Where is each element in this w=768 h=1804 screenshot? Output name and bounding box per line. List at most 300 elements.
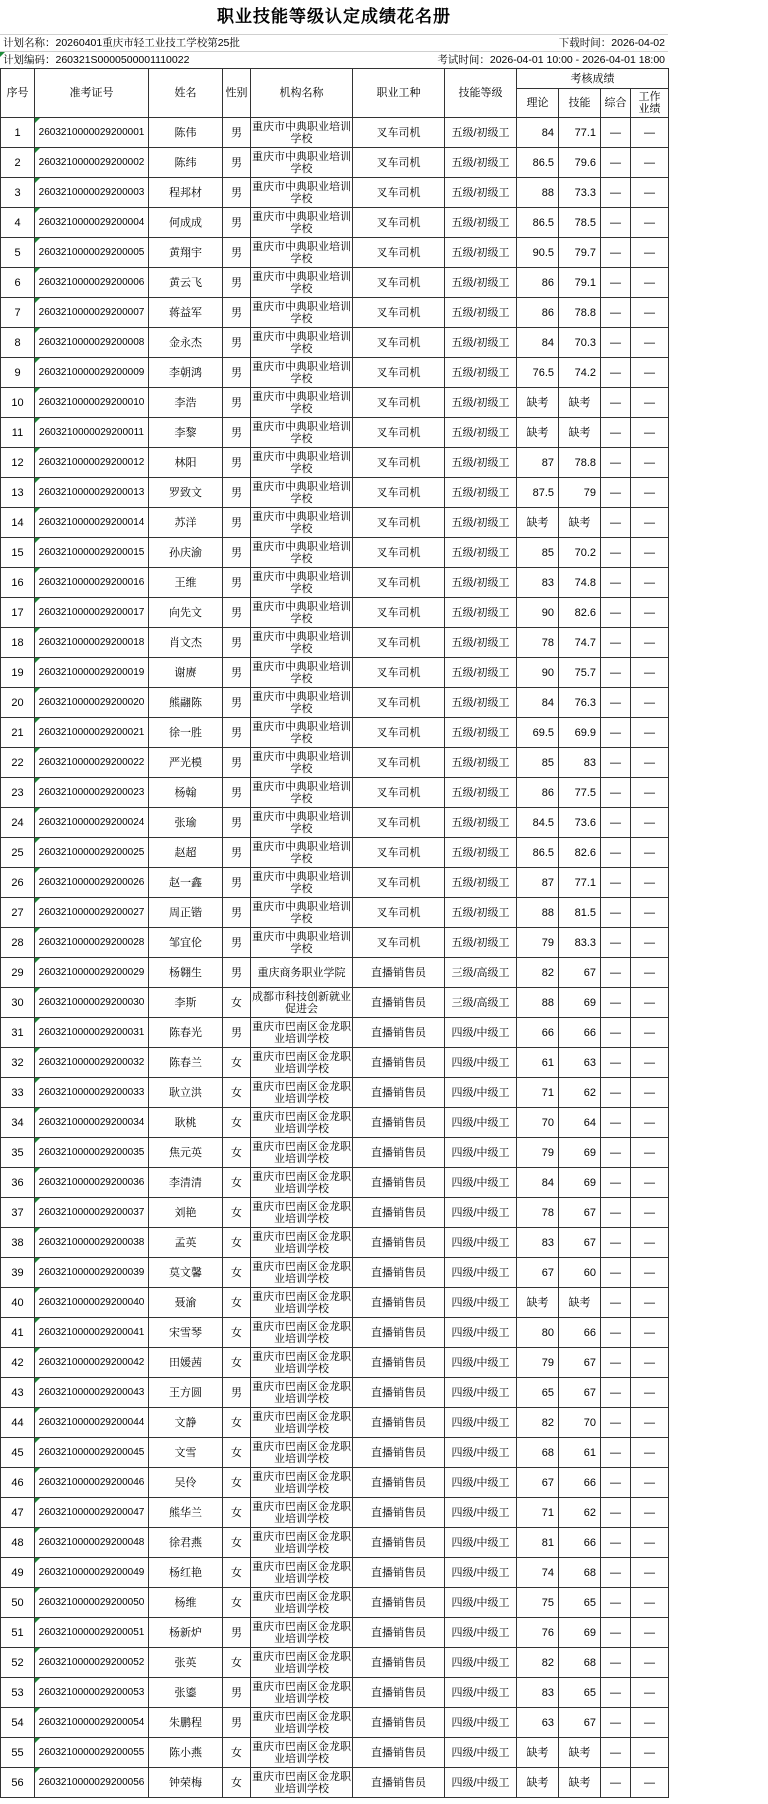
cell-theory: 75 [517, 1588, 559, 1618]
cell-org: 重庆市中典职业培训学校 [251, 688, 353, 718]
cell-theory: 82 [517, 1648, 559, 1678]
table-row [1, 1198, 669, 1228]
cell-theory: 79 [517, 1348, 559, 1378]
cell-composite: — [601, 448, 631, 478]
cell-composite: — [601, 988, 631, 1018]
cell-theory: 87.5 [517, 478, 559, 508]
cell-job: 直播销售员 [353, 1708, 445, 1738]
cell-theory: 78 [517, 628, 559, 658]
cell-id: 2603210000029200038 [35, 1228, 149, 1258]
cell-name: 张鎏 [149, 1678, 223, 1708]
table-row [1, 1138, 669, 1168]
cell-performance: — [631, 388, 669, 418]
cell-theory: 84 [517, 328, 559, 358]
cell-composite: — [601, 388, 631, 418]
cell-theory: 85 [517, 538, 559, 568]
cell-skill: 70 [559, 1408, 601, 1438]
cell-skill: 缺考 [559, 1768, 601, 1798]
cell-id: 2603210000029200031 [35, 1018, 149, 1048]
cell-level: 五级/初级工 [445, 418, 517, 448]
cell-no: 42 [1, 1348, 35, 1378]
cell-theory: 79 [517, 928, 559, 958]
cell-job: 叉车司机 [353, 478, 445, 508]
header-org: 机构名称 [251, 69, 353, 118]
cell-org: 重庆市中典职业培训学校 [251, 208, 353, 238]
table-row [1, 538, 669, 568]
table-row [1, 1738, 669, 1768]
cell-skill: 66 [559, 1018, 601, 1048]
cell-skill: 77.5 [559, 778, 601, 808]
cell-name: 赵一鑫 [149, 868, 223, 898]
cell-no: 44 [1, 1408, 35, 1438]
cell-org: 重庆市巴南区金龙职业培训学校 [251, 1348, 353, 1378]
cell-performance: — [631, 598, 669, 628]
cell-performance: — [631, 958, 669, 988]
cell-gender: 女 [223, 1228, 251, 1258]
cell-no: 21 [1, 718, 35, 748]
cell-skill: 68 [559, 1558, 601, 1588]
cell-level: 四级/中级工 [445, 1768, 517, 1798]
cell-skill: 61 [559, 1438, 601, 1468]
cell-skill: 74.8 [559, 568, 601, 598]
cell-theory: 71 [517, 1078, 559, 1108]
cell-skill: 83.3 [559, 928, 601, 958]
cell-skill: 63 [559, 1048, 601, 1078]
cell-no: 41 [1, 1318, 35, 1348]
cell-job: 直播销售员 [353, 1018, 445, 1048]
cell-level: 四级/中级工 [445, 1318, 517, 1348]
cell-no: 16 [1, 568, 35, 598]
cell-performance: — [631, 1648, 669, 1678]
cell-no: 50 [1, 1588, 35, 1618]
cell-name: 陈春光 [149, 1018, 223, 1048]
cell-performance: — [631, 808, 669, 838]
cell-no: 29 [1, 958, 35, 988]
cell-job: 叉车司机 [353, 868, 445, 898]
cell-gender: 女 [223, 1168, 251, 1198]
cell-level: 四级/中级工 [445, 1288, 517, 1318]
table-row [1, 1528, 669, 1558]
cell-performance: — [631, 1708, 669, 1738]
cell-id: 2603210000029200002 [35, 148, 149, 178]
cell-id: 2603210000029200005 [35, 238, 149, 268]
cell-composite: — [601, 748, 631, 778]
cell-composite: — [601, 598, 631, 628]
cell-id: 2603210000029200036 [35, 1168, 149, 1198]
cell-performance: — [631, 778, 669, 808]
cell-gender: 女 [223, 1648, 251, 1678]
header-id: 准考证号 [35, 69, 149, 118]
cell-org: 重庆商务职业学院 [251, 958, 353, 988]
cell-org: 重庆市中典职业培训学校 [251, 538, 353, 568]
cell-performance: — [631, 1168, 669, 1198]
cell-org: 重庆市中典职业培训学校 [251, 598, 353, 628]
cell-performance: — [631, 328, 669, 358]
cell-skill: 67 [559, 1198, 601, 1228]
header-scores: 考核成绩 [517, 69, 669, 89]
cell-performance: — [631, 1378, 669, 1408]
cell-level: 五级/初级工 [445, 208, 517, 238]
table-row [1, 1288, 669, 1318]
cell-name: 苏洋 [149, 508, 223, 538]
table-row [1, 388, 669, 418]
cell-composite: — [601, 1078, 631, 1108]
cell-job: 直播销售员 [353, 1648, 445, 1678]
cell-job: 直播销售员 [353, 1348, 445, 1378]
cell-id: 2603210000029200026 [35, 868, 149, 898]
cell-level: 四级/中级工 [445, 1678, 517, 1708]
cell-gender: 男 [223, 418, 251, 448]
cell-gender: 男 [223, 508, 251, 538]
table-row [1, 718, 669, 748]
cell-skill: 73.3 [559, 178, 601, 208]
cell-gender: 男 [223, 1018, 251, 1048]
table-row [1, 1348, 669, 1378]
cell-job: 直播销售员 [353, 1048, 445, 1078]
cell-org: 重庆市中典职业培训学校 [251, 928, 353, 958]
cell-org: 重庆市中典职业培训学校 [251, 358, 353, 388]
cell-gender: 女 [223, 1738, 251, 1768]
cell-job: 直播销售员 [353, 1108, 445, 1138]
cell-id: 2603210000029200041 [35, 1318, 149, 1348]
cell-performance: — [631, 118, 669, 148]
cell-level: 五级/初级工 [445, 778, 517, 808]
cell-no: 40 [1, 1288, 35, 1318]
cell-level: 四级/中级工 [445, 1138, 517, 1168]
plan-name-text: 计划名称：20260401重庆市轻工业技工学校第25批 [3, 37, 240, 49]
cell-composite: — [601, 358, 631, 388]
cell-gender: 女 [223, 1288, 251, 1318]
cell-level: 五级/初级工 [445, 808, 517, 838]
cell-skill: 81.5 [559, 898, 601, 928]
cell-id: 2603210000029200045 [35, 1438, 149, 1468]
cell-name: 林阳 [149, 448, 223, 478]
table-row [1, 1048, 669, 1078]
cell-name: 张瑜 [149, 808, 223, 838]
cell-name: 谢赓 [149, 658, 223, 688]
cell-org: 重庆市巴南区金龙职业培训学校 [251, 1588, 353, 1618]
cell-composite: — [601, 928, 631, 958]
cell-job: 直播销售员 [353, 958, 445, 988]
cell-composite: — [601, 268, 631, 298]
table-row [1, 208, 669, 238]
cell-theory: 78 [517, 1198, 559, 1228]
page-title: 职业技能等级认定成绩花名册 [217, 7, 451, 26]
cell-org: 重庆市巴南区金龙职业培训学校 [251, 1678, 353, 1708]
cell-name: 焦元英 [149, 1138, 223, 1168]
cell-org: 重庆市巴南区金龙职业培训学校 [251, 1438, 353, 1468]
cell-id: 2603210000029200012 [35, 448, 149, 478]
cell-performance: — [631, 508, 669, 538]
cell-id: 2603210000029200022 [35, 748, 149, 778]
cell-job: 叉车司机 [353, 568, 445, 598]
cell-id: 2603210000029200033 [35, 1078, 149, 1108]
cell-theory: 76 [517, 1618, 559, 1648]
cell-id: 2603210000029200011 [35, 418, 149, 448]
cell-id: 2603210000029200050 [35, 1588, 149, 1618]
cell-name: 黄翔宇 [149, 238, 223, 268]
cell-org: 重庆市巴南区金龙职业培训学校 [251, 1648, 353, 1678]
cell-skill: 83 [559, 748, 601, 778]
cell-level: 四级/中级工 [445, 1648, 517, 1678]
table-row [1, 688, 669, 718]
cell-theory: 81 [517, 1528, 559, 1558]
cell-job: 直播销售员 [353, 1228, 445, 1258]
cell-gender: 男 [223, 298, 251, 328]
cell-gender: 男 [223, 148, 251, 178]
cell-theory: 86.5 [517, 838, 559, 868]
cell-no: 51 [1, 1618, 35, 1648]
cell-theory: 83 [517, 568, 559, 598]
cell-org: 重庆市巴南区金龙职业培训学校 [251, 1318, 353, 1348]
cell-id: 2603210000029200008 [35, 328, 149, 358]
cell-performance: — [631, 688, 669, 718]
cell-performance: — [631, 1468, 669, 1498]
cell-theory: 86.5 [517, 148, 559, 178]
table-row [1, 238, 669, 268]
cell-id: 2603210000029200029 [35, 958, 149, 988]
cell-skill: 79.6 [559, 148, 601, 178]
cell-theory: 86 [517, 778, 559, 808]
cell-theory: 87 [517, 868, 559, 898]
cell-gender: 男 [223, 958, 251, 988]
cell-name: 杨新炉 [149, 1618, 223, 1648]
cell-org: 重庆市中典职业培训学校 [251, 448, 353, 478]
cell-id: 2603210000029200043 [35, 1378, 149, 1408]
cell-name: 陈伟 [149, 118, 223, 148]
text-indicator-icon [0, 52, 5, 57]
cell-composite: — [601, 1288, 631, 1318]
cell-id: 2603210000029200007 [35, 298, 149, 328]
cell-id: 2603210000029200003 [35, 178, 149, 208]
cell-org: 重庆市巴南区金龙职业培训学校 [251, 1468, 353, 1498]
table-row [1, 1468, 669, 1498]
cell-composite: — [601, 1348, 631, 1378]
cell-gender: 男 [223, 928, 251, 958]
cell-skill: 73.6 [559, 808, 601, 838]
cell-org: 重庆市巴南区金龙职业培训学校 [251, 1528, 353, 1558]
cell-job: 直播销售员 [353, 1678, 445, 1708]
cell-theory: 83 [517, 1228, 559, 1258]
cell-gender: 女 [223, 1438, 251, 1468]
cell-composite: — [601, 1018, 631, 1048]
cell-no: 4 [1, 208, 35, 238]
cell-job: 叉车司机 [353, 298, 445, 328]
cell-job: 直播销售员 [353, 1498, 445, 1528]
cell-theory: 缺考 [517, 388, 559, 418]
cell-id: 2603210000029200024 [35, 808, 149, 838]
cell-level: 四级/中级工 [445, 1348, 517, 1378]
cell-name: 徐君燕 [149, 1528, 223, 1558]
cell-composite: — [601, 688, 631, 718]
cell-theory: 90 [517, 658, 559, 688]
cell-performance: — [631, 298, 669, 328]
cell-id: 2603210000029200040 [35, 1288, 149, 1318]
cell-theory: 74 [517, 1558, 559, 1588]
table-row [1, 808, 669, 838]
cell-name: 杨红艳 [149, 1558, 223, 1588]
cell-level: 五级/初级工 [445, 118, 517, 148]
cell-composite: — [601, 1498, 631, 1528]
cell-gender: 男 [223, 178, 251, 208]
header-skill: 技能 [559, 89, 601, 118]
cell-id: 2603210000029200027 [35, 898, 149, 928]
cell-name: 耿桃 [149, 1108, 223, 1138]
cell-skill: 69 [559, 1138, 601, 1168]
cell-no: 43 [1, 1378, 35, 1408]
table-body [1, 118, 669, 1798]
cell-level: 五级/初级工 [445, 238, 517, 268]
table-row [1, 1258, 669, 1288]
cell-performance: — [631, 178, 669, 208]
cell-org: 重庆市巴南区金龙职业培训学校 [251, 1618, 353, 1648]
cell-no: 31 [1, 1018, 35, 1048]
cell-name: 张英 [149, 1648, 223, 1678]
cell-performance: — [631, 1738, 669, 1768]
cell-gender: 男 [223, 238, 251, 268]
cell-job: 直播销售员 [353, 1468, 445, 1498]
cell-level: 五级/初级工 [445, 328, 517, 358]
cell-org: 重庆市中典职业培训学校 [251, 238, 353, 268]
cell-level: 五级/初级工 [445, 898, 517, 928]
cell-composite: — [601, 1258, 631, 1288]
cell-composite: — [601, 718, 631, 748]
header-no: 序号 [1, 69, 35, 118]
cell-job: 叉车司机 [353, 358, 445, 388]
cell-id: 2603210000029200051 [35, 1618, 149, 1648]
cell-id: 2603210000029200023 [35, 778, 149, 808]
cell-name: 朱鹏程 [149, 1708, 223, 1738]
cell-gender: 女 [223, 1468, 251, 1498]
cell-org: 重庆市巴南区金龙职业培训学校 [251, 1498, 353, 1528]
cell-skill: 缺考 [559, 1738, 601, 1768]
cell-job: 叉车司机 [353, 508, 445, 538]
info-row-plan [0, 34, 668, 51]
header-row [1, 69, 669, 89]
cell-no: 14 [1, 508, 35, 538]
cell-composite: — [601, 418, 631, 448]
cell-skill: 67 [559, 1378, 601, 1408]
cell-composite: — [601, 1438, 631, 1468]
cell-name: 邹宜伦 [149, 928, 223, 958]
cell-job: 直播销售员 [353, 988, 445, 1018]
cell-skill: 66 [559, 1468, 601, 1498]
cell-no: 39 [1, 1258, 35, 1288]
cell-composite: — [601, 508, 631, 538]
table-row [1, 1078, 669, 1108]
cell-theory: 85 [517, 748, 559, 778]
table-row [1, 868, 669, 898]
table-row [1, 358, 669, 388]
cell-id: 2603210000029200025 [35, 838, 149, 868]
table-row [1, 1678, 669, 1708]
cell-org: 重庆市中典职业培训学校 [251, 778, 353, 808]
cell-job: 直播销售员 [353, 1318, 445, 1348]
cell-job: 叉车司机 [353, 658, 445, 688]
cell-job: 叉车司机 [353, 418, 445, 448]
table-row [1, 1228, 669, 1258]
cell-gender: 男 [223, 118, 251, 148]
cell-theory: 67 [517, 1258, 559, 1288]
cell-id: 2603210000029200020 [35, 688, 149, 718]
cell-composite: — [601, 1618, 631, 1648]
cell-no: 56 [1, 1768, 35, 1798]
cell-job: 直播销售员 [353, 1288, 445, 1318]
cell-gender: 男 [223, 598, 251, 628]
cell-performance: — [631, 1438, 669, 1468]
cell-composite: — [601, 1408, 631, 1438]
cell-org: 重庆市中典职业培训学校 [251, 268, 353, 298]
cell-name: 李斯 [149, 988, 223, 1018]
cell-id: 2603210000029200018 [35, 628, 149, 658]
cell-gender: 女 [223, 1078, 251, 1108]
cell-level: 四级/中级工 [445, 1078, 517, 1108]
cell-performance: — [631, 148, 669, 178]
cell-gender: 男 [223, 1378, 251, 1408]
cell-name: 周正锴 [149, 898, 223, 928]
cell-skill: 65 [559, 1678, 601, 1708]
cell-name: 赵超 [149, 838, 223, 868]
cell-id: 2603210000029200006 [35, 268, 149, 298]
cell-theory: 缺考 [517, 418, 559, 448]
cell-performance: — [631, 1318, 669, 1348]
exam-time-text: 考试时间：2026-04-01 10:00 - 2026-04-01 18:00 [437, 54, 665, 66]
cell-no: 23 [1, 778, 35, 808]
cell-level: 五级/初级工 [445, 508, 517, 538]
cell-id: 2603210000029200013 [35, 478, 149, 508]
cell-name: 程邦材 [149, 178, 223, 208]
cell-performance: — [631, 988, 669, 1018]
cell-skill: 66 [559, 1318, 601, 1348]
cell-composite: — [601, 148, 631, 178]
cell-theory: 82 [517, 958, 559, 988]
cell-gender: 男 [223, 328, 251, 358]
cell-performance: — [631, 1138, 669, 1168]
cell-level: 五级/初级工 [445, 838, 517, 868]
cell-skill: 79.1 [559, 268, 601, 298]
cell-performance: — [631, 1348, 669, 1378]
cell-performance: — [631, 1618, 669, 1648]
cell-composite: — [601, 1198, 631, 1228]
cell-skill: 69 [559, 1618, 601, 1648]
cell-composite: — [601, 658, 631, 688]
cell-org: 重庆市巴南区金龙职业培训学校 [251, 1198, 353, 1228]
cell-theory: 67 [517, 1468, 559, 1498]
cell-name: 孙庆渝 [149, 538, 223, 568]
cell-level: 三级/高级工 [445, 988, 517, 1018]
cell-performance: — [631, 358, 669, 388]
cell-job: 叉车司机 [353, 808, 445, 838]
cell-gender: 女 [223, 1258, 251, 1288]
download-time-text: 下载时间：2026-04-02 [558, 37, 665, 49]
info-row-code [0, 51, 668, 68]
cell-theory: 76.5 [517, 358, 559, 388]
cell-gender: 女 [223, 1498, 251, 1528]
cell-job: 直播销售员 [353, 1438, 445, 1468]
cell-name: 熊翮陈 [149, 688, 223, 718]
cell-gender: 男 [223, 1678, 251, 1708]
cell-skill: 67 [559, 1348, 601, 1378]
cell-performance: — [631, 1768, 669, 1798]
cell-skill: 78.8 [559, 298, 601, 328]
table-row [1, 118, 669, 148]
cell-skill: 76.3 [559, 688, 601, 718]
cell-name: 杨维 [149, 1588, 223, 1618]
cell-level: 四级/中级工 [445, 1258, 517, 1288]
cell-name: 李浩 [149, 388, 223, 418]
cell-level: 四级/中级工 [445, 1708, 517, 1738]
table-row [1, 658, 669, 688]
